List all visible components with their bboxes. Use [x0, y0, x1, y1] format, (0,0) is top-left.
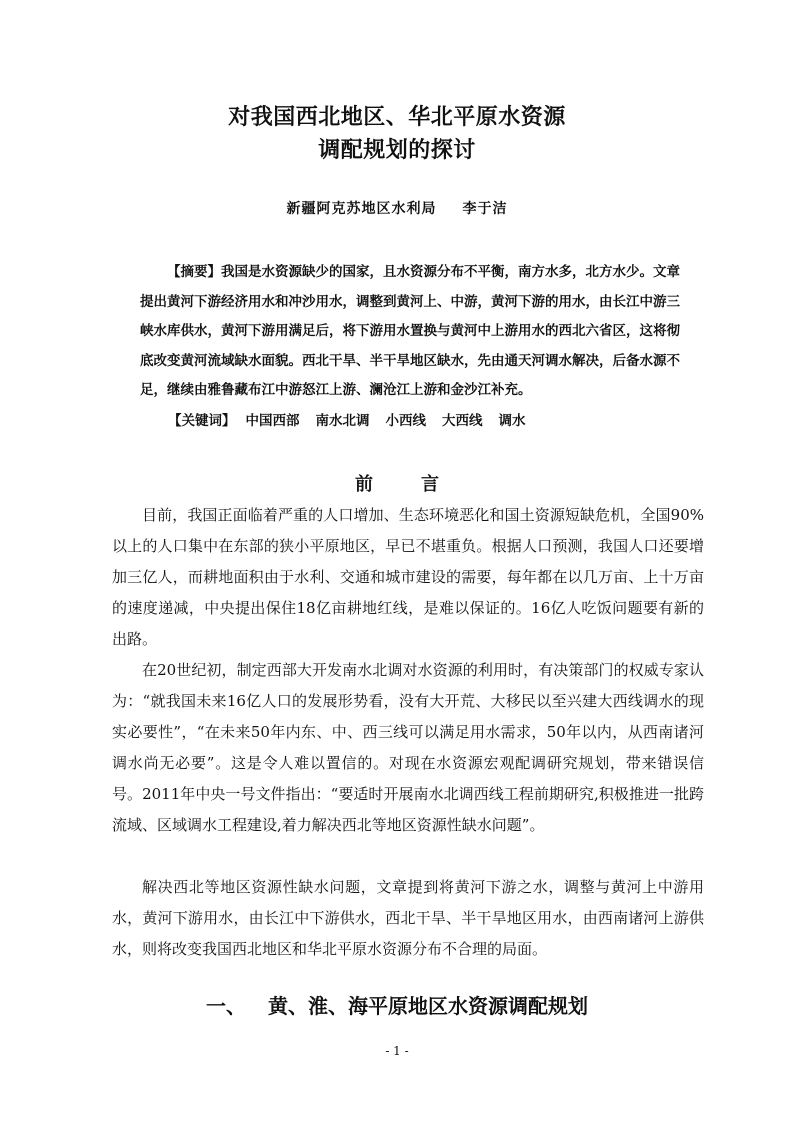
title-line-2: 调配规划的探讨 [318, 138, 476, 163]
keywords-line [168, 409, 542, 429]
keyword: 小西线 [385, 413, 426, 429]
body-paragraph-1: 目前，我国正面临着严重的人口增加、生态环境恶化和国土资源短缺危机，全国90%以上的人口集中在东部的狭小平原地区，早已不堪重负。根据人口预测，我国人口还要增加三亿人，而耕地面积由于水利、交通和城市建设的需要，每年都在以几万亩、上十万亩的速度递减，中央提出保住18亿亩耕地红线，是难以保证的。16亿人吃饭问题要有新的出路。 [112, 506, 704, 648]
preface-heading: 前言 [355, 474, 487, 495]
keyword: 大西线 [442, 413, 483, 429]
author-line [0, 198, 794, 218]
page-number: - 1 - [385, 1044, 409, 1058]
keyword: 南水北调 [315, 413, 370, 429]
body-paragraph-2: 在20世纪初，制定西部大开发南水北调对水资源的利用时，有决策部门的权威专家认为：“就我国未来16亿人口的发展形势看，没有大开荒、大移民以至兴建大西线调水的现实必要性”，“在未来50年内东、中、西三线可以满足用水需求，50年以内，从西南诸河调水尚无必要”。这是令人难以置信的。对现在水资源宏观配调研究规划，带来错误信号。2011年中央一号文件指出：“要适时开展南水北调西线工程前期研究,积极推进一批跨流域、区域调水工程建设,着力解决西北等地区资源性缺水问题”。 [112, 661, 704, 834]
section-number: 一、 [206, 994, 246, 1018]
author-affiliation: 新疆阿克苏地区水利局 [286, 201, 437, 217]
keywords-label: 【关键词】 [168, 413, 236, 429]
abstract: 【摘要】我国是水资源缺少的国家，且水资源分布不平衡，南方水多，北方水少。文章提出黄河下游经济用水和冲沙用水，调整到黄河上、中游，黄河下游的用水，由长江中游三峡水库供水，黄河下游用满足后，将下游用水置换与黄河中上游用水的西北六省区，这将彻底改变黄河流域缺水面貌。西北干旱、半干旱地区缺水，先由通天河调水解决，后备水源不足，继续由雅鲁藏布江中游怒江上游、澜沧江上游和金沙江补充。 [140, 264, 680, 398]
section-heading [0, 990, 794, 1019]
keyword: 调水 [498, 413, 526, 429]
body-paragraph-3: 解决西北等地区资源性缺水问题，文章提到将黄河下游之水，调整与黄河上中游用水，黄河下游用水，由长江中下游供水，西北干旱、半干旱地区用水，由西南诸河上游供水，则将改变我国西北地区和华北平原水资源分布不合理的局面。 [112, 878, 704, 958]
title-line-1: 对我国西北地区、华北平原水资源 [228, 105, 566, 130]
keyword: 中国西部 [245, 413, 300, 429]
author-name: 李于洁 [462, 201, 508, 217]
section-title: 黄、淮、海平原地区水资源调配规划 [268, 994, 588, 1018]
